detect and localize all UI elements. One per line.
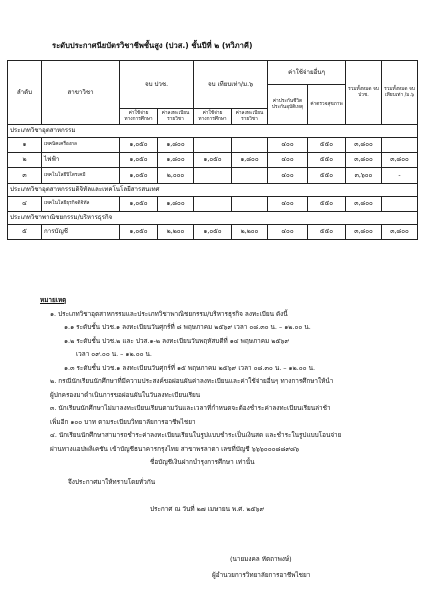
cell-f: ๕๕๐ — [308, 168, 346, 184]
announce-line: จึงประกาศมาให้ทราบโดยทั่วกัน — [68, 477, 156, 486]
cell-e: ๔๐๐ — [268, 197, 308, 212]
group-label: ประเภทวิชาพาณิชยกรรม/บริหารธุรกิจ — [8, 212, 418, 225]
notes-section — [40, 294, 410, 489]
cell-a: ๑,๐๕๐ — [120, 153, 158, 168]
cell-a: ๑,๐๕๐ — [120, 138, 158, 153]
cell-major: การบัญชี — [42, 225, 120, 240]
page-title: ระดับประกาศนียบัตรวิชาชีพชั้นสูง (ปวส.) ชั้นปีที่ ๒ (ทวิภาคี) — [52, 41, 253, 50]
col-health-header: ค่าตรวจสุขภาพ — [308, 85, 346, 125]
col-m6-header: จบ เทียบเท่า/ม.๖ — [194, 61, 268, 109]
cell-b: ๑,๘๐๐ — [158, 153, 194, 168]
col-pvc-header: จบ ปวช. — [120, 61, 194, 109]
table-row — [8, 225, 418, 240]
note-line: ๓. นักเรียนนักศึกษาไม่มาลงทะเบียนเรียนตามวันและเวลาที่กำหนดจะต้องชำระค่าลงทะเบียนเรียนล่าช้า — [50, 404, 331, 412]
cell-a: ๑,๐๕๐ — [120, 168, 158, 184]
cell-f: ๕๕๐ — [308, 225, 346, 240]
cell-d — [232, 197, 268, 212]
cell-e: ๔๐๐ — [268, 138, 308, 153]
cell-h: ๓,๘๐๐ — [382, 153, 418, 168]
cell-c — [194, 168, 232, 184]
cell-f: ๕๕๐ — [308, 197, 346, 212]
cell-a: ๑,๐๕๐ — [120, 225, 158, 240]
cell-g: ๓,๘๐๐ — [346, 225, 382, 240]
note-line: ๑.๒ ระดับชั้น ปวช.๒ และ ปวส.๑-๒ ลงทะเบียนวันพฤหัสบดีที่ ๑๔ พฤษภาคม ๒๕๖๙ — [64, 336, 290, 345]
note-line: ผ่านทางแอปพลิเคชัน เข้าบัญชีธนาคารกรุงไทย สาขาพรลาตา เลขที่บัญชี ๖๖๖๐๐๐๘๘๙๘๖ — [50, 444, 300, 453]
cell-g: ๓,๘๐๐ — [346, 138, 382, 153]
cell-b: ๑,๘๐๐ — [158, 197, 194, 212]
col-major-header: สาขาวิชา — [42, 61, 120, 125]
cell-g: ๓,๖๐๐ — [346, 168, 382, 184]
note-line: เพิ่มอีก ๑๐๐ บาท ตามระเบียบวิทยาลัยการอาชีพไชยา — [50, 417, 196, 426]
col-order-header: ลำดับ — [8, 61, 42, 125]
group-row — [8, 212, 418, 225]
note-line: ๑. ประเภทวิชาอุตสาหกรรมและประเภทวิชาพาณิชยกรรม/บริหารธุรกิจ ลงทะเบียน ดังนี้ — [50, 309, 288, 318]
cell-h — [382, 197, 418, 212]
note-line: ชื่อบัญชีเงินฝากบำรุงการศึกษา เท่านั้น — [150, 458, 255, 466]
cell-c: ๑,๐๕๐ — [194, 225, 232, 240]
cell-major: ไฟฟ้า — [42, 153, 120, 168]
table-row — [8, 197, 418, 212]
group-row — [8, 184, 418, 197]
note-line: เวลา ๐๙.๐๐ น. – ๑๒.๐๐ น. — [76, 350, 152, 358]
cell-f: ๕๕๐ — [308, 138, 346, 153]
group-label: ประเภทวิชาอุตสาหกรรมดิจิทัลและเทคโนโลยีสารสนเทศ — [8, 184, 418, 197]
note-line: ๔. นักเรียนนักศึกษาสามารถชำระค่าลงทะเบียนเรียนในรูปแบบชำระเป็นเงินสด และชำระในรูปแบบโอนจ่าย — [50, 431, 342, 439]
cell-no: ๕ — [8, 225, 42, 240]
cell-d: ๒,๒๐๐ — [232, 225, 268, 240]
cell-g: ๓,๘๐๐ — [346, 153, 382, 168]
cell-b: ๒,๐๐๐ — [158, 168, 194, 184]
col-total-m6-header: รวมทั้งหมด จบ เทียบเท่า /ม.๖ — [382, 61, 418, 125]
cell-e: ๔๐๐ — [268, 168, 308, 184]
cell-d — [232, 168, 268, 184]
cell-h — [382, 138, 418, 153]
cell-major: เทคนิคเครื่องกล — [42, 138, 120, 153]
cell-d: ๑,๘๐๐ — [232, 153, 268, 168]
cell-major: เทคโนโลยีปิโตรเคมี — [42, 168, 120, 184]
cell-d — [232, 138, 268, 153]
cell-no: ๑ — [8, 138, 42, 153]
cell-h: - — [382, 168, 418, 184]
note-line: ๒. กรณีนักเรียนนักศึกษาที่มีความประสงค์ขอผ่อนผันค่าลงทะเบียนและค่าใช้จ่ายอื่นๆ ทางการศึกษาให้นำ — [50, 377, 334, 385]
announce-date: ประกาศ ณ วันที่ ๒๗ เมษายน พ.ศ. ๒๕๖๙ — [150, 505, 265, 513]
cell-no: ๔ — [8, 197, 42, 212]
cell-f: ๕๕๐ — [308, 153, 346, 168]
cell-c: ๑,๐๕๐ — [194, 153, 232, 168]
signer-name: (นายมงคล หัตถาพงษ์) — [230, 555, 292, 563]
table-row — [8, 168, 418, 184]
note-line: ๑.๑ ระดับชั้น ปวช.๑ ลงทะเบียนวันศุกร์ที่ ๘ พฤษภาคม ๒๕๖๙ เวลา ๐๘.๓๐ น. – ๑๒.๐๐ น. — [64, 323, 311, 331]
cell-g: ๓,๘๐๐ — [346, 197, 382, 212]
cell-e: ๔๐๐ — [268, 153, 308, 168]
group-label: ประเภทวิชาอุตสาหกรรม — [8, 125, 418, 138]
table-row — [8, 138, 418, 153]
signer-position: ผู้อำนวยการวิทยาลัยการอาชีพไชยา — [212, 571, 311, 579]
col-total-pvc-header: รวมทั้งหมด จบ ปวช. — [346, 61, 382, 125]
note-line: ผู้ปกครองมาดำเนินการขอผ่อนผันในวันลงทะเบียนเรียน — [50, 390, 201, 399]
col-insurance-header: ค่าประกันชีวิต ประกันอุบัติเหตุ — [268, 85, 308, 125]
table-row — [8, 153, 418, 168]
notes-heading: หมายเหตุ — [40, 296, 67, 304]
cell-c — [194, 138, 232, 153]
cell-a: ๑,๐๕๐ — [120, 197, 158, 212]
note-line: ๑.๓ ระดับชั้น ปวช.๑ ลงทะเบียนวันศุกร์ที่ ๑๕ พฤษภาคม ๒๕๖๙ เวลา ๐๘.๓๐ น. – ๑๒.๐๐ น. — [64, 363, 316, 372]
col-m6-edu-header: ค่าใช้จ่ายทางการศึกษา — [194, 109, 232, 125]
cell-h: ๓,๘๐๐ — [382, 225, 418, 240]
cell-b: ๑,๘๐๐ — [158, 138, 194, 153]
fee-table — [7, 60, 418, 240]
cell-c — [194, 197, 232, 212]
col-other-header: ค่าใช้จ่ายอื่นๆ — [268, 61, 346, 85]
cell-major: เทคโนโลยีธุรกิจดิจิทัล — [42, 197, 120, 212]
group-row — [8, 125, 418, 138]
col-pvc-edu-header: ค่าใช้จ่ายทางการศึกษา — [120, 109, 158, 125]
cell-no: ๒ — [8, 153, 42, 168]
col-pvc-reg-header: ค่าลงทะเบียนรายวิชา — [158, 109, 194, 125]
cell-b: ๒,๒๐๐ — [158, 225, 194, 240]
cell-e: ๔๐๐ — [268, 225, 308, 240]
cell-no: ๓ — [8, 168, 42, 184]
col-m6-reg-header: ค่าลงทะเบียนรายวิชา — [232, 109, 268, 125]
